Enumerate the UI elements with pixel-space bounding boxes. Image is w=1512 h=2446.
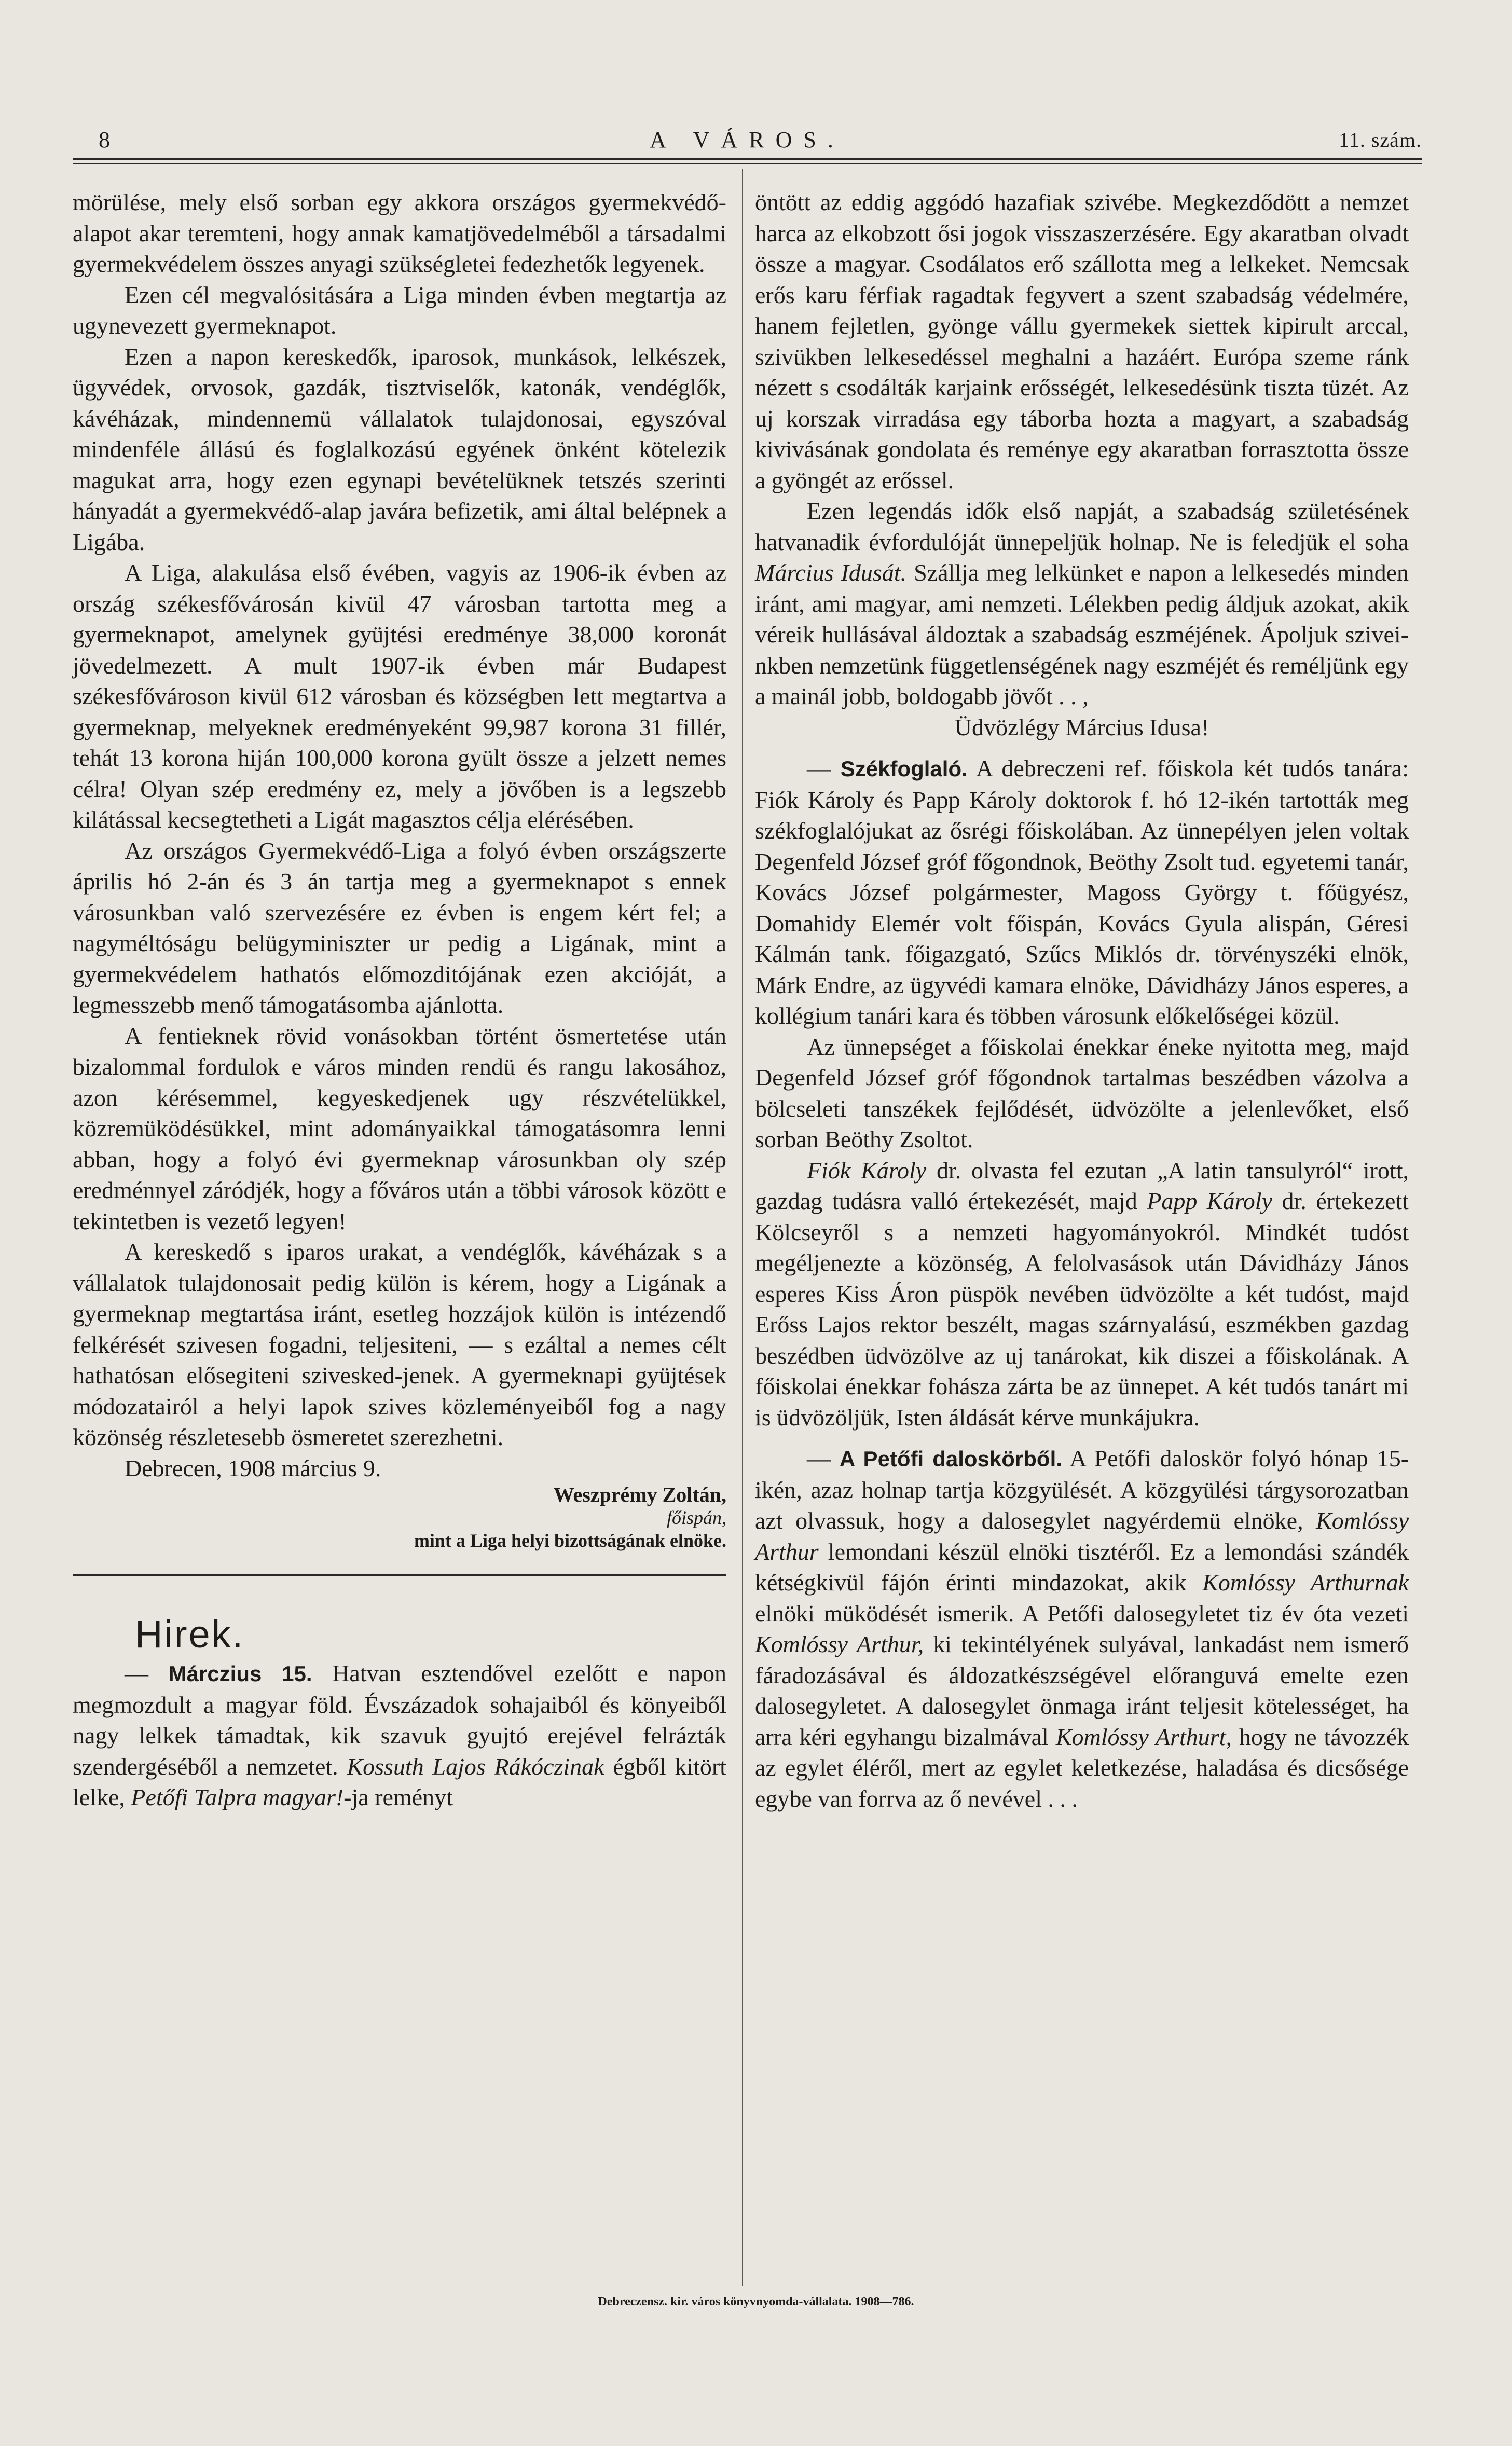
section-divider xyxy=(73,1574,726,1586)
paragraph: Ezen a napon kereskedők, iparosok, munkások, lelkészek, ügyvédek, orvosok, gazdák, tisztviselők, katonák, vendéglők, kávéházak, mindennemü vállalatok tulajdonosai, egyszóval mindenféle állású és foglalkozású egyének önként kötelezik magukat arra, hogy ezen egynapi bevételüknek tetszés szerinti hányadát a gyermekvédő-alap javára befizetik, ami által belépnek a Ligába. xyxy=(73,343,726,555)
text: Szállja meg lelkünket e napon a lelkesedés minden iránt, ami magyar, ami nemzeti. Lélekben pedig áldjuk azokat, akik véreik hullásával áldoztak a szabadság eszméjének. Ápoljuk sziveinkben nemzetünk függetlenségének nagy eszméjét és reméljünk egy a mainál jobb, boldogabb jövőt . . , xyxy=(755,559,1409,709)
text: lemondani készül elnöki tisztéről. Ez a lemondási szándék kétségkivül fájón érinti mindazokat, akik xyxy=(755,1538,1409,1596)
italic-text: Komlóssy Arthur, xyxy=(755,1631,924,1657)
italic-text: Petőfi Talpra magyar! xyxy=(131,1784,344,1810)
section-heading-hirek: Hirek. xyxy=(135,1613,245,1656)
italic-text: Március Idusát. xyxy=(755,559,907,586)
column-divider xyxy=(742,169,743,2286)
issue-number: 11. szám. xyxy=(1339,128,1422,152)
italic-text: Fiók Károly xyxy=(807,1157,927,1184)
page-header xyxy=(73,122,1422,158)
dateline: Debrecen, 1908 március 9. xyxy=(125,1454,381,1481)
italic-text: Papp Károly xyxy=(1147,1188,1272,1214)
text: dr. értekezett Kölcseyről s a nemzeti hagyományokról. Mindkét tudóst megéljenezte a közönség, A felolvasások után Dávidházy János esperes Kiss Áron püspök nevében üdvözölte a két tudóst, majd Erőss Lajos rektor beszélt, magas szárnyalású, eszmékben gazdag beszédben üdvözölve az uj tanárokat, kik diszei a főiskolának. A főiskolai énekkar fohásza zárta be az ünnepet. A két tudós tanárt mi is üdvözöljük, Isten áldását kérve munkájukra. xyxy=(755,1188,1409,1431)
text: dr. olvasta fel ezutan „A latin tansulyról“ irott, gazdag tudásra valló értekezését, majd xyxy=(755,1157,1409,1214)
signature-org: mint a Liga helyi bizottságának elnöke. xyxy=(414,1530,726,1551)
news-lead: Márczius 15. xyxy=(168,1661,312,1686)
paragraph: A kereskedő s iparos urakat, a vendéglők, kávéházak s a vállalatok tulajdonosait pedig külön is kérem, hogy a Ligának a gyermeknap megtartása iránt, esetleg hozzájok külön is intézendő felkérését szivesen fogadni, teljesiteni, — s ezáltal a nemes célt hathatósan elősegiteni szivesked-jenek. A gyermeknapi gyüjtések módozatairól a helyi lapok szives közleményeiből fog a nagy közönség részletesebb ösmeretet szerezhetni. xyxy=(73,1239,726,1450)
signature-name: Weszprémy Zoltán, xyxy=(553,1483,726,1506)
page-number: 8 xyxy=(99,127,111,153)
paragraph: A Liga, alakulása első évében, vagyis az 1906-ik évben az ország székesfővárosán kivül 47 városban tartotta meg a gyermeknapot, amelynek gyüjtési eredménye 38,000 koronát jövedelmezett. A mult 1907-ik évben már Budapest székesfővároson kivül 612 városban és községben lett megtartva a gyermeknap, melyeknek eredményeként 99,987 korona 31 fillér, tehát 13 korona hiján 100,000 korona gyült össze a jelzett nemes célra! Olyan szép eredmény ez, mely a jövőben is a legszebb kilátással kecsegtetheti a Ligát magasztos célja elérésében. xyxy=(73,559,726,833)
news-item-szekfoglalo: — Székfoglaló. A debreczeni ref. főiskola két tudós tanára: Fiók Károly és Papp Károly doktorok f. hó 12-ikén tartották meg székfoglalójukat az ősrégi főiskolában. Az ünnepélyen jelen voltak Degenfeld József gróf főgondnok, Beöthy Zsolt tud. egyetemi tanár, Kovács József polgármester, Magoss György t. főügyész, Domahidy Elemér volt főispán, Kovács Gyula alispán, Géresi Kálmán tank. főigazgató, Szűcs Miklós dr. törvényszéki elnök, Márk Endre, az ügyvédi kamara elnöke, Dávidházy János esperes, a kollégium tanári kara és többen városunk előkelőségei közül. xyxy=(755,755,1409,1029)
text: A Petőfi daloskör folyó hónap 15-ikén, azaz holnap tartja közgyülését. A közgyülési tárgysorozatban azt olvassuk, hogy a dalosegylet nagyérdemü elnöke, xyxy=(755,1445,1409,1534)
text: hogy ne távozzék az egylet éléről, mert az egylet keletkezése, haladása és dicsősége egybe van forrva az ő nevével . . . xyxy=(755,1723,1409,1812)
italic-text: Komlóssy Arthurt, xyxy=(1055,1723,1232,1750)
header-rule xyxy=(73,158,1422,160)
paragraph: mörülése, mely első sorban egy akkora országos gyermekvédő-alapot akar teremteni, hogy annak kamatjövedelméből a társadalmi gyermekvédelem összes anyagi szükségletei fedezhetők legyenek. xyxy=(73,189,726,277)
signature-title: főispán, xyxy=(666,1507,726,1528)
text: égből kitört lelke, xyxy=(73,1753,727,1810)
text: -ja reményt xyxy=(343,1784,453,1810)
paragraph: Az ünnepséget a főiskolai énekkar éneke nyitotta meg, majd Degenfeld József gróf főgondnok tartalmas beszédben vázolva a bölcseleti tanszékek fejlődését, üdvözölte a jelenlevőket, első sorban Beöthy Zsoltot. xyxy=(755,1033,1409,1152)
text: ki tekintélyének sulyával, lankadást nem ismerő fáradozásával és áldozatkészségével előranguvá emelte ezen dalosegyletet. A dalosegylet önmaga iránt teljesit kötelességet, ha arra kéri egyhangu bizalmával xyxy=(755,1631,1409,1750)
news-lead: Székfoglaló. xyxy=(840,757,968,781)
text: Hatvan esztendővel ezelőtt e napon megmozdult a magyar föld. Évszázadok sohajaiból és könyeiből nagy lelkek támadtak, kik szavuk gyujtó erejével felrázták szendergéséből a nemzetet. xyxy=(73,1660,727,1780)
paragraph: Ezen cél megvalósitására a Liga minden évben megtartja az ugynevezett gyermeknapot. xyxy=(73,281,726,339)
left-column xyxy=(73,187,726,1813)
news-lead: A Petőfi daloskörből. xyxy=(839,1447,1062,1471)
italic-text: Kossuth Lajos Rákóczinak xyxy=(347,1753,604,1780)
text: Ezen legendás idők első napját, a szabadság születésének hatvanadik évfordulóját ünnepeljük holnap. Ne is feledjük el soha xyxy=(755,498,1409,555)
paragraph xyxy=(755,496,1409,712)
italic-text: Komlóssy Arthurnak xyxy=(1202,1569,1409,1596)
newspaper-title: A VÁROS. xyxy=(650,127,845,153)
right-column xyxy=(755,187,1409,1814)
italic-text: Komlóssy Arthur xyxy=(755,1507,1409,1565)
news-item-marczius: — Márczius 15. Hatvan esztendővel ezelőtt e napon megmozdult a magyar föld. Évszázadok sohajaiból és könyeiből nagy lelkek támadtak, kik szavuk gyujtó erejével felrázták szendergéséből a nemzetet. Kossuth Lajos Rákóczinak égből kitört lelke, Petőfi Talpra magyar!-ja reményt xyxy=(73,1660,727,1810)
paragraph: öntött az eddig aggódó hazafiak szivébe. Megkezdődött a nemzet harca az elkobzott ősi jogok visszaszerzésére. Egy akaratban olvadt össze a magyar. Csodálatos erő szállotta meg a lelkeket. Nemcsak erős karu férfiak ragadtak fegyvert a szent szabadság védelmére, hanem fejletlen, gyönge vállu gyermekek siettek kipirult arccal, szivükben lelkesedéssel meghalni a hazáért. Európa szeme ránk nézett s csodálták karjaink erősségét, lelkesedésünk tiszta tüzét. Az uj korszak virradása egy táborba hozta a magyart, a szabadság kivivásának gondolata és reménye egy akaratban forrasztotta össze a gyöngét az erőssel. xyxy=(755,189,1409,493)
closing-line: Üdvözlégy Március Idusa! xyxy=(954,713,1209,740)
paragraph: Az országos Gyermekvédő-Liga a folyó évben országszerte április hó 2-án és 3 án tartja meg a gyermeknapot s ennek városunkban való szervezésére ez évben is engem kért fel; a nagyméltóságu belügyminiszter ur pedig a Ligának, mint a gyermekvédelem hathatós előmozditójának ezen akcióját, a legmesszebb menő támogatásomba ajánlotta. xyxy=(73,837,726,1018)
header-rule-thin xyxy=(73,163,1422,164)
text: A debreczeni ref. főiskola két tudós tanára: Fiók Károly és Papp Károly doktorok f. hó 12-ikén tartották meg székfoglalójukat az ősrégi főiskolában. Az ünnepélyen jelen voltak Degenfeld József gróf főgondnok, Beöthy Zsolt tud. egyetemi tanár, Kovács József polgármester, Magoss György t. főügyész, Domahidy Elemér volt főispán, Kovács Gyula alispán, Géresi Kálmán tank. főigazgató, Szűcs Miklós dr. törvényszéki elnök, Márk Endre, az ügyvédi kamara elnöke, Dávidházy János esperes, a kollégium tanári kara és többen városunk előkelőségei közül. xyxy=(755,755,1409,1029)
paragraph: A fentieknek rövid vonásokban történt ösmertetése után bizalommal fordulok e város minden rendü és rangu lakosához, azon kérésemmel, kegyeskedjenek ugy részvételükkel, közremüködésükkel, mint adományaikkal támogatásomra lenni abban, hogy a folyó évi gyermeknap városunkban oly szép eredménnyel záródjék, hogy a főváros után a többi városok között e tekintetben is vezető legyen! xyxy=(73,1022,726,1234)
paragraph xyxy=(755,1155,1409,1433)
text: elnöki müködését ismerik. A Petőfi dalosegyletet tiz év óta vezeti xyxy=(755,1600,1409,1627)
printer-imprint: Debreczensz. kir. város könyvnyomda-vállalata. 1908—786. xyxy=(598,2295,914,2308)
news-item-petofi-daloskor: — A Petőfi daloskörből. A Petőfi daloskör folyó hónap 15-ikén, azaz holnap tartja közgyülését. A közgyülési tárgysorozatban azt olvassuk, hogy a dalosegylet nagyérdemü elnöke, Komlóssy Arthur lemondani készül elnöki tisztéről. Ez a lemondási szándék kétségkivül fájón érinti mindazokat, akik Komlóssy Arthurnak elnöki müködését ismerik. A Petőfi dalosegyletet tiz év óta vezeti Komlóssy Arthur, ki tekintélyének sulyával, lankadást nem ismerő fáradozásával és áldozatkészségével előranguvá emelte ezen dalosegyletet. A dalosegylet önmaga iránt teljesit kötelességet, ha arra kéri egyhangu bizalmával Komlóssy Arthurt, hogy ne távozzék az egylet éléről, mert az egylet keletkezése, haladása és dicsősége egybe van forrva az ő nevével . . . xyxy=(755,1445,1409,1812)
signature-block xyxy=(73,1483,726,1552)
